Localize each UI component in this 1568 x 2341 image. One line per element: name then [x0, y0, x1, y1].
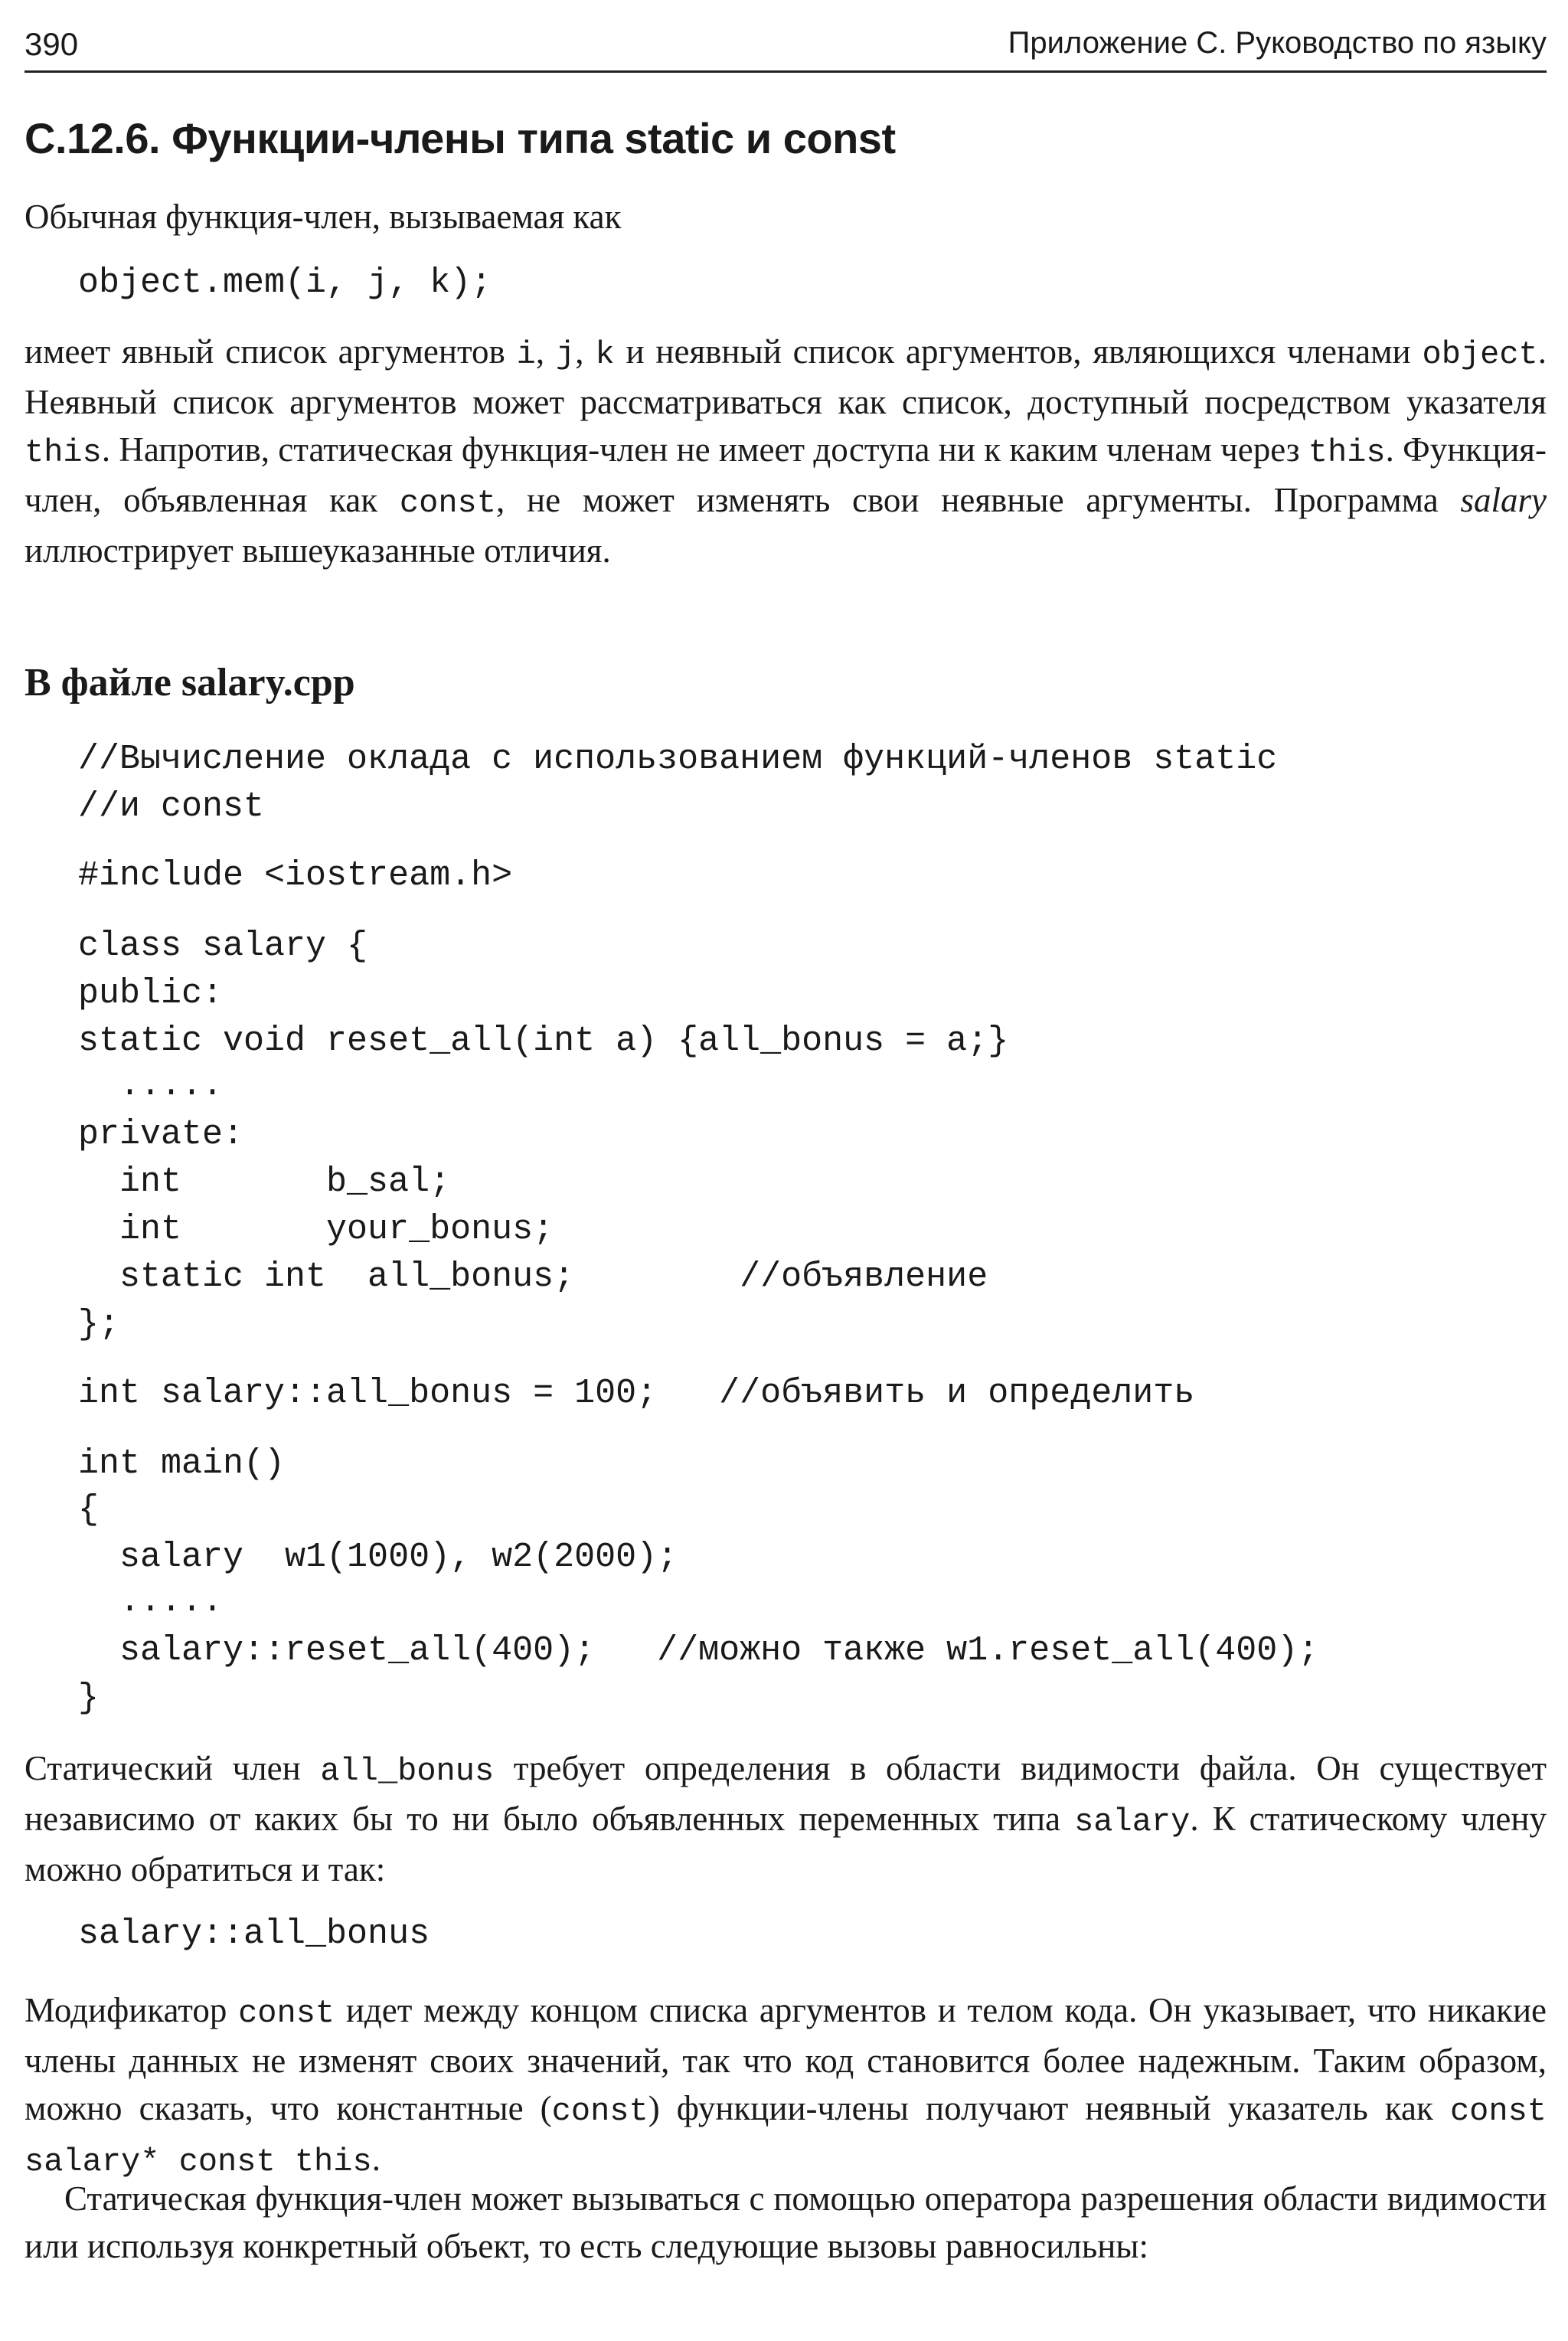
code-line: object.mem(i, j, k);	[78, 263, 492, 302]
paragraph-implicit-args	[24, 328, 1547, 574]
code-inline: object	[1422, 336, 1538, 373]
code-inline: const	[551, 2093, 648, 2130]
code-line: class salary {	[78, 927, 368, 966]
code-inline: const	[238, 1995, 335, 2032]
code-line: };	[78, 1305, 120, 1344]
code-inline: const	[399, 485, 496, 521]
code-inline: j	[556, 336, 576, 373]
code-line: static void reset_all(int a) {all_bonus = a;}	[78, 1022, 1009, 1061]
code-line: }	[78, 1679, 100, 1718]
code-listing	[78, 740, 1533, 1718]
code-line: salary w1(1000), w2(2000);	[78, 1538, 678, 1577]
code-line: //и const	[78, 787, 265, 826]
paragraph-const-modifier	[24, 1986, 1547, 2186]
chapter-title: Приложение С. Руководство по языку	[1008, 26, 1547, 60]
code-line: salary::reset_all(400); //можно также w1.reset_all(400);	[78, 1631, 1319, 1670]
page-number: 390	[24, 26, 79, 62]
text-run: идет между концом списка аргументов и телом кода. Он указывает, что никакие члены данных не изменят своих значений, так что код становится более надежным. Таким образом, можно сказать, что константные (	[24, 1991, 1547, 2127]
text-run: . Функция-член, объявленная как	[24, 430, 1547, 519]
text-run: Модификатор	[24, 1991, 239, 2029]
text-run: и неявный список аргументов, являющихся членами	[614, 332, 1423, 371]
code-line: .....	[78, 1066, 224, 1105]
text-run: имеет явный список аргументов	[24, 332, 517, 371]
text-run: ,	[575, 332, 596, 371]
code-inline: salary	[1074, 1803, 1191, 1840]
text-run: иллюстрирует вышеуказанные отличия.	[24, 531, 611, 570]
intro-paragraph: Обычная функция-член, вызываемая как	[24, 198, 622, 236]
code-line: int salary::all_bonus = 100; //объявить и определить	[78, 1374, 1195, 1413]
code-inline: i	[516, 336, 536, 373]
code-line: int b_sal;	[78, 1162, 451, 1202]
text-run: . Неявный список аргументов может рассматриваться как список, доступный посредством указателя	[24, 332, 1547, 421]
text-run: . Напротив, статическая функция-член не имеет доступа ни к каким членам через	[101, 430, 1308, 469]
text-run: Статический член	[24, 1749, 321, 1787]
paragraph-static-call: Статическая функция-член может вызываться с помощью оператора разрешения области видимости или используя конкретный объект, то есть следующие вызовы равносильны:	[24, 2179, 1547, 2265]
code-line: #include <iostream.h>	[78, 856, 513, 895]
text-run: ) функции-члены получают неявный указатель как	[648, 2089, 1450, 2127]
code-line: //Вычисление оклада с использованием функций-членов static	[78, 740, 1278, 779]
code-inline: all_bonus	[320, 1753, 495, 1790]
running-header	[24, 23, 1547, 73]
file-heading: В файле salary.cpp	[24, 661, 355, 705]
code-inline: k	[595, 336, 615, 373]
code-inline: this	[1308, 434, 1386, 471]
text-run: .	[371, 2140, 381, 2178]
code-line: int your_bonus;	[78, 1210, 554, 1249]
text-run: . К статическому члену можно обратиться и так:	[24, 1800, 1547, 1888]
code-line: static int all_bonus; //объявление	[78, 1257, 988, 1296]
code-line: salary::all_bonus	[78, 1914, 430, 1954]
text-run: , не может изменять свои неявные аргументы. Программа	[495, 481, 1461, 519]
code-line: int main()	[78, 1444, 286, 1483]
program-name: salary	[1460, 481, 1547, 519]
paragraph-static-member	[24, 1744, 1547, 1893]
text-run: требует определения в области видимости файла. Он существует независимо от каких бы то ни было объявленных переменных типа	[24, 1749, 1547, 1838]
code-line: .....	[78, 1582, 224, 1621]
code-inline: const salary* const this	[24, 2093, 1547, 2180]
code-line: public:	[78, 974, 224, 1013]
section-heading: С.12.6. Функции-члены типа static и const	[24, 114, 896, 162]
code-line: {	[78, 1490, 100, 1529]
text-run: ,	[535, 332, 557, 371]
code-inline: this	[24, 434, 102, 471]
code-line: private:	[78, 1115, 244, 1154]
